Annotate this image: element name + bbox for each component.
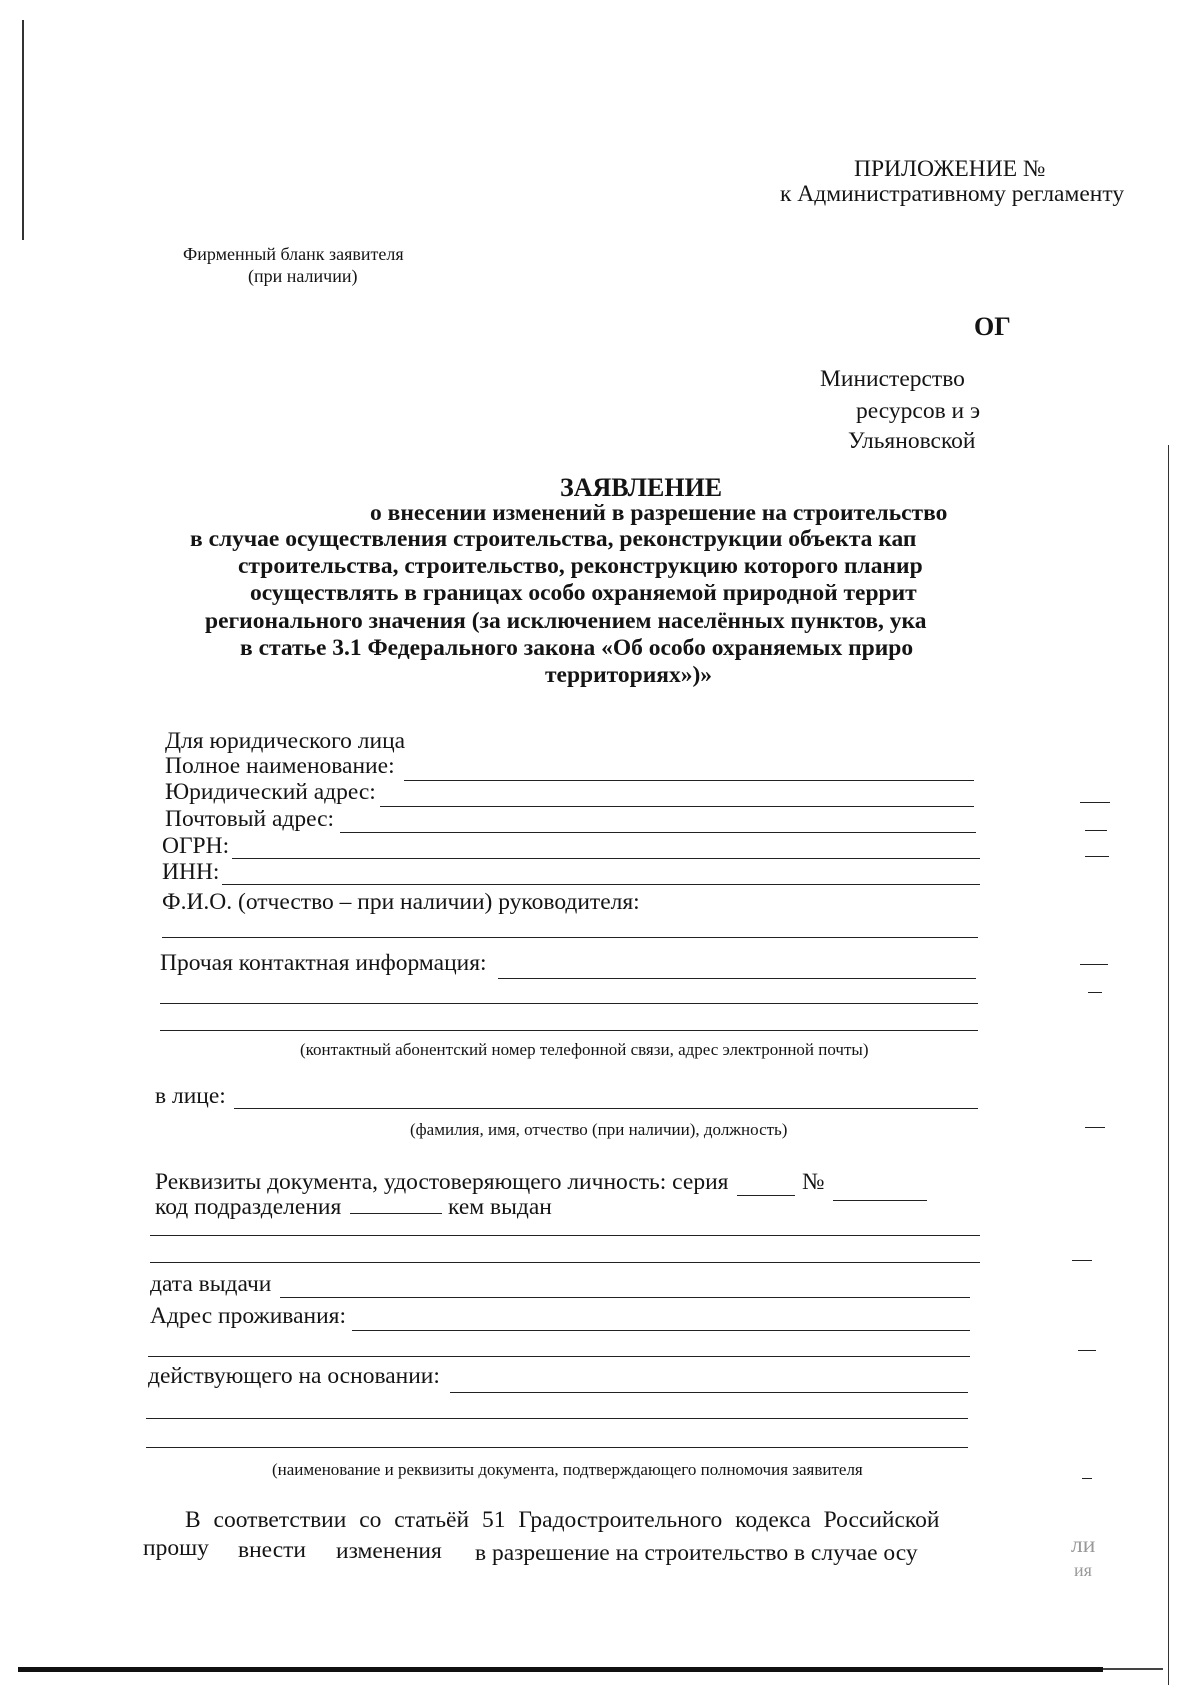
- letterhead-label: Фирменный бланк заявителя: [183, 244, 404, 264]
- body-word-3: изменения: [336, 1538, 442, 1564]
- postal-address-label: Почтовый адрес:: [165, 806, 335, 832]
- ogrn-field[interactable]: [232, 858, 980, 859]
- director-label: Ф.И.О. (отчество – при наличии) руководителя:: [162, 889, 640, 915]
- residence-field-1[interactable]: [352, 1330, 970, 1331]
- title-line-5: регионального значения (за исключением населённых пунктов, ука: [205, 608, 927, 634]
- body-line-1: В соответствии со статьёй 51 Градостроительного кодекса Российской: [185, 1507, 940, 1533]
- body-word-1: прошу: [143, 1535, 209, 1561]
- inn-label: ИНН:: [162, 859, 220, 885]
- section-legal-entity: Для юридического лица: [165, 728, 406, 754]
- issue-date-label: дата выдачи: [150, 1271, 272, 1297]
- title-line-2: в случае осуществления строительства, реконструкции объекта кап: [190, 526, 917, 552]
- scan-mark: [1085, 856, 1109, 857]
- title-line-4: осуществлять в границах особо охраняемой природной террит: [250, 580, 917, 606]
- scan-mark: [1080, 964, 1108, 965]
- appendix-subtitle: к Административному регламенту: [780, 181, 1125, 207]
- issued-by-field-2[interactable]: [150, 1262, 980, 1263]
- id-number-field[interactable]: [833, 1200, 927, 1201]
- body-word-2: внести: [238, 1537, 306, 1563]
- scan-mark: [1080, 802, 1110, 803]
- issued-by-label: кем выдан: [448, 1194, 552, 1220]
- scan-mark: [1085, 1127, 1105, 1128]
- right-scan-edge: [1168, 445, 1169, 1685]
- postal-address-field[interactable]: [340, 832, 976, 833]
- scan-mark: [1072, 1260, 1092, 1261]
- division-code-label: код подразделения: [155, 1194, 342, 1220]
- contact-label: Прочая контактная информация:: [160, 950, 487, 976]
- director-field[interactable]: [162, 937, 978, 938]
- addressee-org: ОГ: [974, 312, 1011, 341]
- scan-mark: [1082, 1478, 1092, 1479]
- acting-on-field-3[interactable]: [146, 1447, 968, 1448]
- letterhead-note: (при наличии): [248, 266, 358, 286]
- residence-field-2[interactable]: [148, 1356, 970, 1357]
- acting-on-field-2[interactable]: [146, 1418, 968, 1419]
- bottom-scan-edge-tail: [1103, 1668, 1163, 1670]
- addressee-line-2: ресурсов и э: [856, 398, 981, 424]
- ogrn-label: ОГРН:: [162, 833, 230, 859]
- right-fragment-1: ли: [1071, 1532, 1096, 1558]
- represented-by-hint: (фамилия, имя, отчество (при наличии), должность): [410, 1120, 788, 1139]
- acting-on-field-1[interactable]: [450, 1392, 968, 1393]
- legal-address-field[interactable]: [380, 806, 974, 807]
- scan-mark: [1085, 830, 1107, 831]
- authority-hint: (наименование и реквизиты документа, подтверждающего полномочия заявителя: [272, 1460, 863, 1479]
- right-fragment-2: ия: [1074, 1560, 1092, 1580]
- residence-label: Адрес проживания:: [150, 1303, 347, 1329]
- contact-field-3[interactable]: [160, 1030, 978, 1031]
- title-line-3: строительства, строительство, реконструкцию которого планир: [238, 553, 923, 579]
- left-scan-edge: [22, 20, 24, 240]
- issue-date-field[interactable]: [280, 1297, 970, 1298]
- title-line-7: территориях»)»: [545, 662, 713, 688]
- full-name-field[interactable]: [404, 780, 974, 781]
- scan-mark: [1078, 1350, 1096, 1351]
- represented-by-label: в лице:: [155, 1083, 226, 1109]
- id-series-field[interactable]: [737, 1195, 795, 1196]
- legal-address-label: Юридический адрес:: [165, 779, 376, 805]
- addressee-line-3: Ульяновской: [848, 428, 976, 454]
- scan-mark: [1088, 992, 1102, 993]
- title-line-1: о внесении изменений в разрешение на строительство: [370, 500, 948, 526]
- full-name-label: Полное наименование:: [165, 753, 395, 779]
- id-doc-label: Реквизиты документа, удостоверяющего личность: серия: [155, 1169, 729, 1195]
- title-line-6: в статье 3.1 Федерального закона «Об особо охраняемых приро: [240, 635, 914, 661]
- id-number-sign: №: [802, 1169, 825, 1195]
- addressee-line-1: Министерство: [820, 366, 965, 392]
- appendix-title: ПРИЛОЖЕНИЕ №: [854, 156, 1046, 182]
- contact-field-2[interactable]: [160, 1003, 978, 1004]
- division-code-field[interactable]: [350, 1213, 442, 1214]
- acting-on-label: действующего на основании:: [148, 1363, 440, 1389]
- inn-field[interactable]: [222, 884, 980, 885]
- contact-field-1[interactable]: [498, 978, 976, 979]
- document-heading: ЗАЯВЛЕНИЕ: [560, 473, 723, 502]
- bottom-scan-edge: [18, 1667, 1103, 1672]
- contact-hint: (контактный абонентский номер телефонной связи, адрес электронной почты): [300, 1040, 869, 1059]
- represented-by-field[interactable]: [234, 1108, 978, 1109]
- body-word-4: в разрешение на строительство в случае осу: [475, 1540, 918, 1566]
- issued-by-field-1[interactable]: [150, 1235, 980, 1236]
